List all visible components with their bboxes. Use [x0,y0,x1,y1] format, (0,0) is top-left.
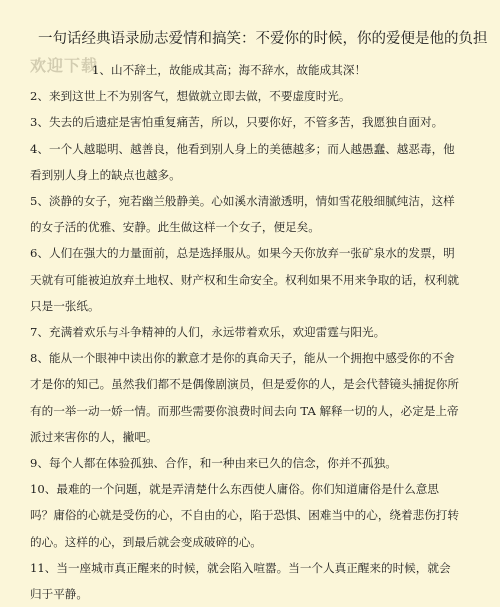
watermark: 欢迎下载 [30,56,99,75]
paragraph-9: 9、每个人都在体验孤独、合作，和一种由来已久的信念，你并不孤独。 [30,456,397,471]
paragraph-11: 11、当一座城市真正醒来的时候，就会陷入喧嚣。当一个人真正醒来的时候，就会归于平静。 [30,560,451,602]
paragraph-5: 5、淡静的女子，宛若幽兰般静美。心如溪水清澈透明，情如雪花般细腻纯洁，这样的女子活的优雅、安静。此生做这样一个女子，便足矣。 [30,194,455,235]
paragraph-8: 8、能从一个眼神中读出你的歉意才是你的真命天子，能从一个拥抱中感受你的不舍才是你的知己。虽然我们都不是偶像剧演员，但是爱你的人，是会代替镜头捕捉你所有的一举一动一娇一情。而那些需要你浪费时间去向 TA 解释一切的人，必定是上帝派过来害你的人，撇吧。 [30,351,459,444]
paragraph-4: 4、一个人越聪明、越善良，他看到别人身上的美德越多；而人越愚蠢、越恶毒，他看到别人身上的缺点也越多。 [30,141,455,182]
paragraph-3: 3、失去的后遗症是害怕重复痛苦，所以，只要你好，不管多苦，我愿独自面对。 [30,115,444,130]
paragraph-2: 2、来到这世上不为别客气，想做就立即去做，不要虚度时光。 [30,89,351,104]
document-title: 一句话经典语录励志爱情和搞笑：不爱你的时候，你的爱便是他的负担 [38,31,488,47]
paragraph-6: 6、人们在强大的力量面前，总是选择服从。如果今天你放弃一张矿泉水的发票，明天就有可能被迫放弃土地权、财产权和生命安全。权利如果不用来争取的话，权利就只是一张纸。 [30,246,459,313]
paragraph-1: 1、山不辞土，故能成其高；海不辞水，故能成其深！ [92,63,367,77]
paragraph-7: 7、充满着欢乐与斗争精神的人们，永远带着欢乐，欢迎雷霆与阳光。 [30,325,386,340]
document-body [30,57,462,607]
paragraph-10: 10、最难的一个问题，就是弄清楚什么东西使人庸俗。你们知道庸俗是什么意思吗？庸俗的心就是受伤的心，不自由的心，陷于恐惧、困难当中的心，绕着悲伤打转的心。这样的心，到最后就会变成破碎的心。 [30,482,459,549]
